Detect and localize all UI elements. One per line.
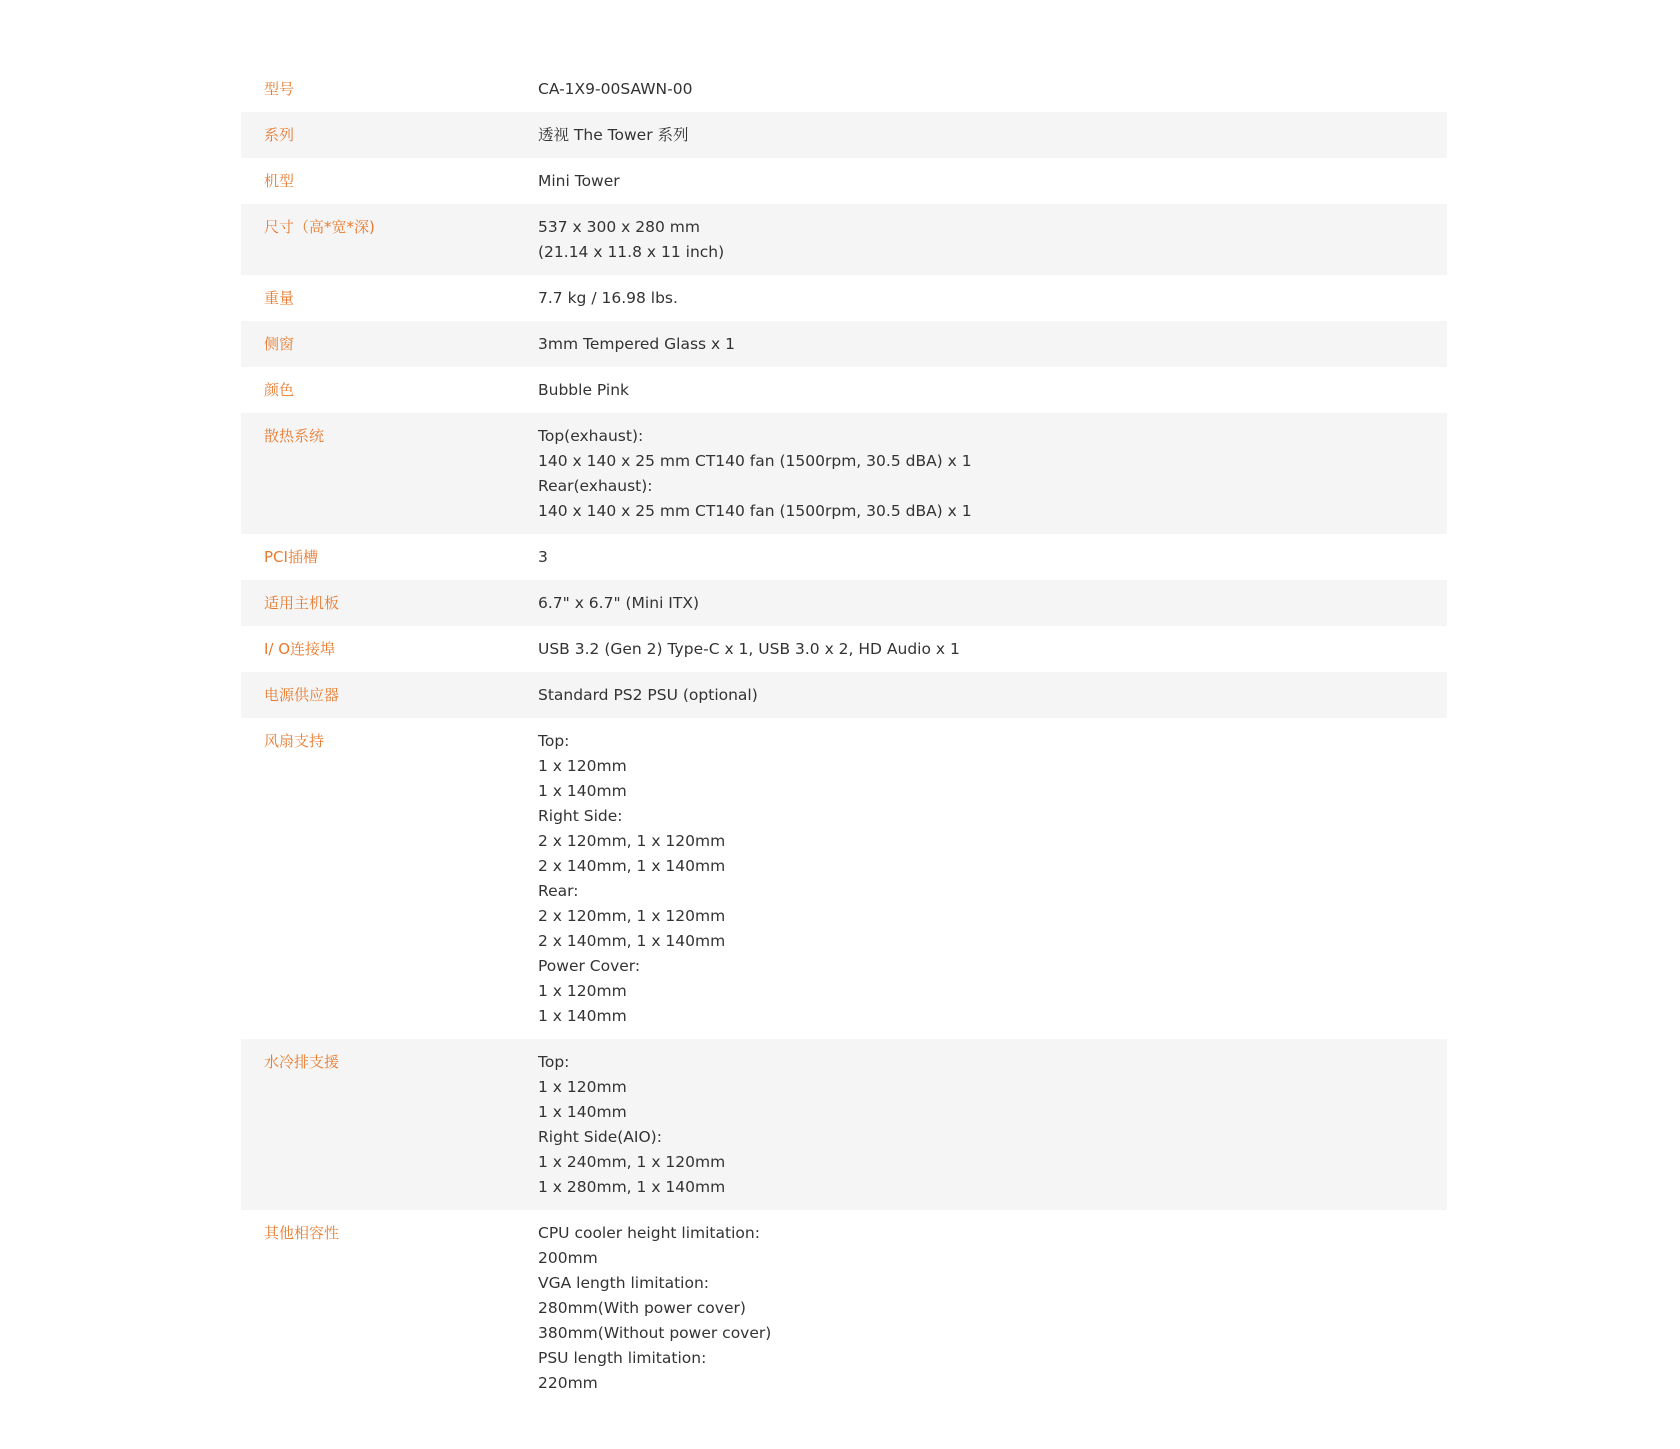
spec-label: PCI插槽 (264, 548, 318, 566)
spec-table (241, 66, 1447, 1406)
spec-value-line: 280mm(With power cover) (538, 1299, 746, 1317)
spec-value (515, 123, 1447, 148)
spec-value-line: 2 x 120mm, 1 x 120mm (538, 832, 726, 850)
spec-label: 水冷排支援 (264, 1053, 340, 1071)
spec-value-line: 140 x 140 x 25 mm CT140 fan (1500rpm, 30.5 dBA) x 1 (538, 502, 972, 520)
spec-row (241, 413, 1447, 534)
spec-label: 其他相容性 (264, 1224, 340, 1242)
spec-value-line: USB 3.2 (Gen 2) Type-C x 1, USB 3.0 x 2, HD Audio x 1 (538, 640, 960, 658)
spec-value (515, 424, 1447, 524)
spec-label: 颜色 (264, 381, 295, 399)
spec-row (241, 158, 1447, 204)
spec-value (515, 683, 1447, 708)
spec-value-line: 1 x 140mm (538, 1007, 627, 1025)
spec-row (241, 534, 1447, 580)
spec-label: 重量 (264, 289, 295, 307)
spec-value-line: 3mm Tempered Glass x 1 (538, 335, 736, 353)
spec-row (241, 1039, 1447, 1210)
spec-value-line: 1 x 120mm (538, 757, 627, 775)
spec-value (515, 1221, 1447, 1396)
spec-value-line: Top(exhaust): (538, 427, 644, 445)
spec-label: 电源供应器 (264, 686, 340, 704)
spec-value-line: Rear: (538, 882, 579, 900)
spec-label: 风扇支持 (264, 732, 325, 750)
spec-value (515, 215, 1447, 265)
spec-label: 适用主机板 (264, 594, 340, 612)
spec-row (241, 66, 1447, 112)
spec-value (515, 545, 1447, 570)
spec-value (515, 591, 1447, 616)
spec-value-line: Power Cover: (538, 957, 641, 975)
spec-label: 机型 (264, 172, 295, 190)
spec-row (241, 204, 1447, 275)
spec-value-line: Right Side: (538, 807, 623, 825)
spec-value-line: 透视 The Tower 系列 (538, 126, 689, 144)
spec-value-line: 537 x 300 x 280 mm (538, 218, 700, 236)
spec-value-line: 1 x 240mm, 1 x 120mm (538, 1153, 726, 1171)
spec-label: 型号 (264, 80, 295, 98)
spec-value-line: VGA length limitation: (538, 1274, 709, 1292)
spec-value-line: Standard PS2 PSU (optional) (538, 686, 758, 704)
spec-value-line: (21.14 x 11.8 x 11 inch) (538, 243, 725, 261)
spec-row (241, 367, 1447, 413)
spec-value (515, 1050, 1447, 1200)
spec-value-line: Top: (538, 1053, 570, 1071)
spec-value (515, 729, 1447, 1029)
spec-row (241, 626, 1447, 672)
spec-value-line: 1 x 140mm (538, 1103, 627, 1121)
spec-row (241, 672, 1447, 718)
spec-value-line: 2 x 140mm, 1 x 140mm (538, 932, 726, 950)
spec-value (515, 332, 1447, 357)
spec-value-line: 7.7 kg / 16.98 lbs. (538, 289, 678, 307)
spec-value-line: 140 x 140 x 25 mm CT140 fan (1500rpm, 30.5 dBA) x 1 (538, 452, 972, 470)
spec-value (515, 637, 1447, 662)
spec-value-line: CA-1X9-00SAWN-00 (538, 80, 693, 98)
spec-label: 散热系统 (264, 427, 325, 445)
spec-label: I/ O连接埠 (264, 640, 336, 658)
spec-row (241, 321, 1447, 367)
spec-value-line: 1 x 140mm (538, 782, 627, 800)
spec-row (241, 580, 1447, 626)
spec-value (515, 286, 1447, 311)
spec-value-line: 380mm(Without power cover) (538, 1324, 772, 1342)
spec-value (515, 378, 1447, 403)
spec-value-line: Mini Tower (538, 172, 620, 190)
spec-value-line: 3 (538, 548, 548, 566)
spec-row (241, 112, 1447, 158)
spec-row (241, 718, 1447, 1039)
spec-row (241, 1210, 1447, 1406)
spec-row (241, 275, 1447, 321)
spec-label: 系列 (264, 126, 295, 144)
spec-label: 侧窗 (264, 335, 295, 353)
spec-value-line: 1 x 120mm (538, 982, 627, 1000)
spec-value-line: Right Side(AIO): (538, 1128, 662, 1146)
spec-value-line: Rear(exhaust): (538, 477, 653, 495)
spec-value-line: 2 x 140mm, 1 x 140mm (538, 857, 726, 875)
spec-value-line: 200mm (538, 1249, 598, 1267)
spec-value-line: PSU length limitation: (538, 1349, 707, 1367)
spec-value-line: 1 x 120mm (538, 1078, 627, 1096)
spec-value-line: 1 x 280mm, 1 x 140mm (538, 1178, 726, 1196)
spec-value-line: 6.7" x 6.7" (Mini ITX) (538, 594, 700, 612)
spec-value-line: 220mm (538, 1374, 598, 1392)
spec-value-line: Top: (538, 732, 570, 750)
spec-value-line: Bubble Pink (538, 381, 630, 399)
spec-label: 尺寸（高*宽*深) (264, 218, 375, 236)
spec-value-line: CPU cooler height limitation: (538, 1224, 760, 1242)
spec-value (515, 77, 1447, 102)
spec-value (515, 169, 1447, 194)
spec-value-line: 2 x 120mm, 1 x 120mm (538, 907, 726, 925)
